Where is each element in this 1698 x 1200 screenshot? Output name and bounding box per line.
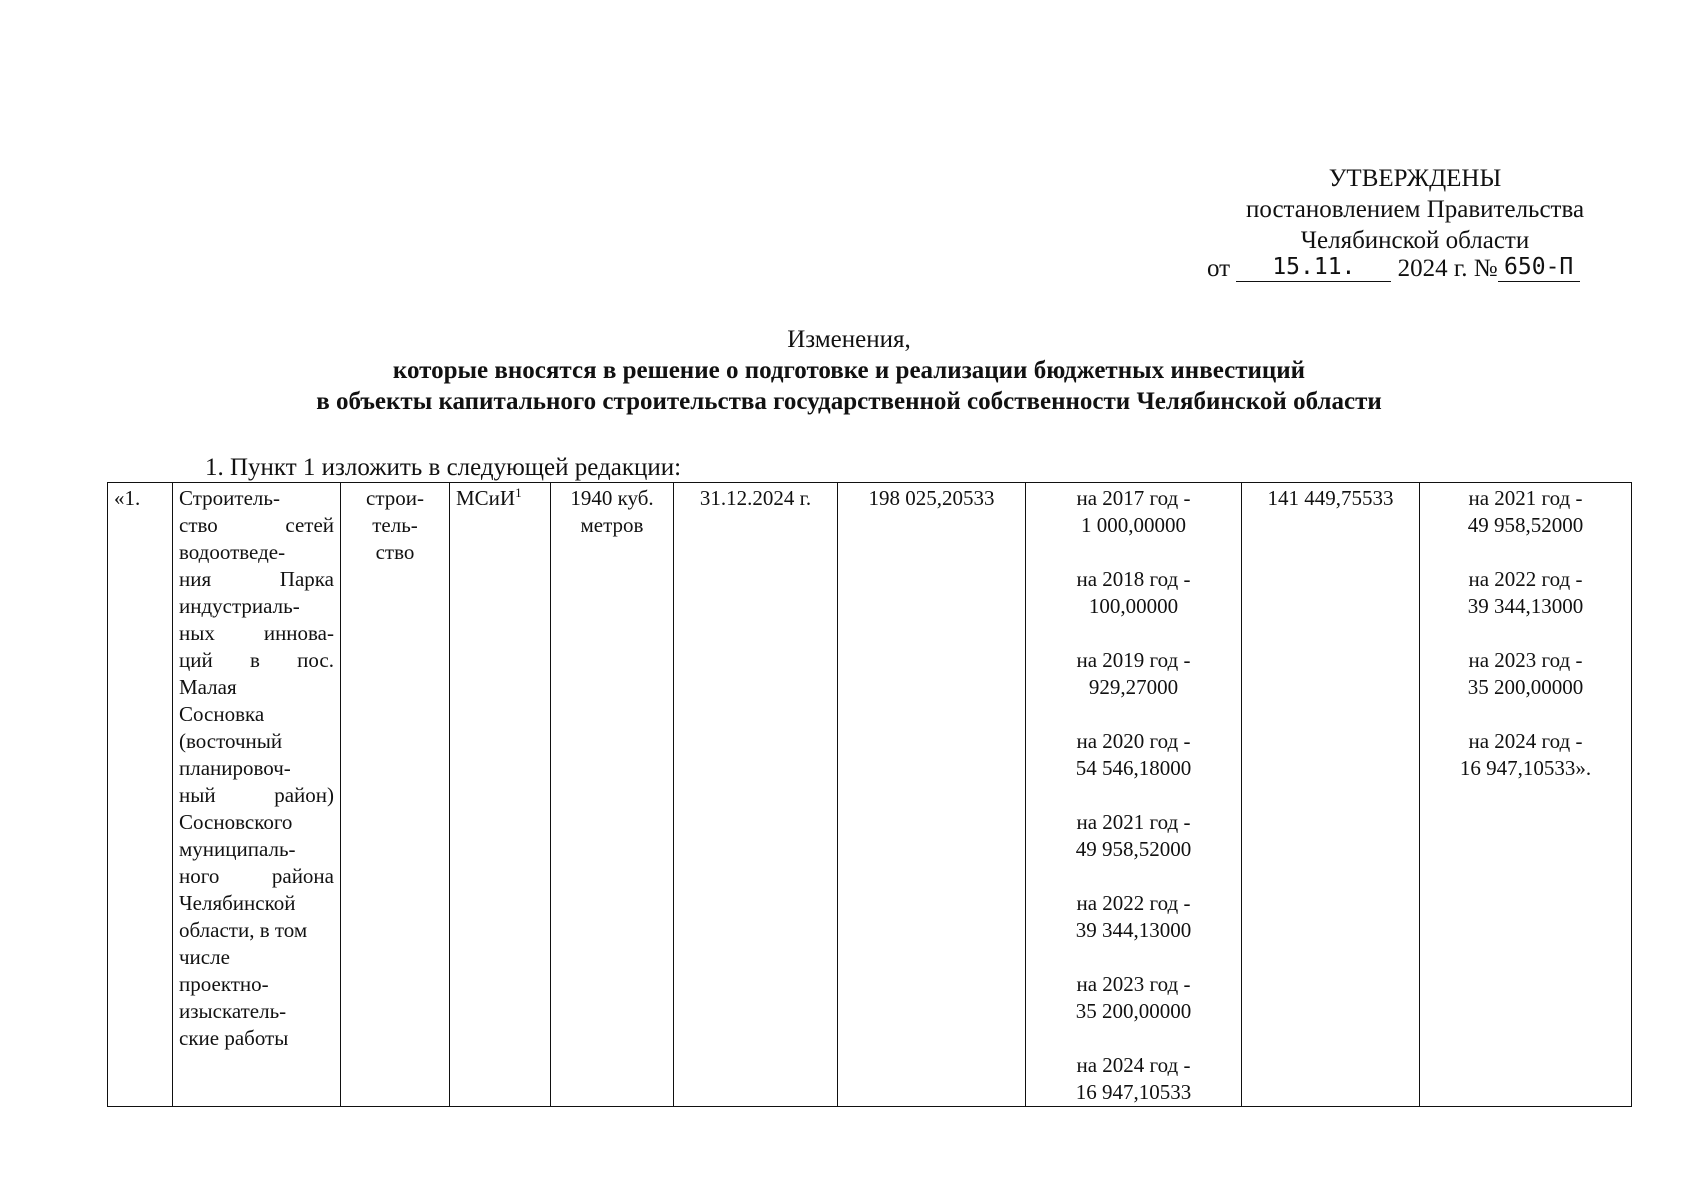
table-row — [108, 483, 1632, 1107]
cell-allocations-total — [1026, 483, 1242, 1107]
budget-allocation-year: на 2023 год - — [1468, 648, 1583, 672]
allocation-year: на 2021 год - — [1076, 810, 1191, 834]
allocation-year: на 2018 год - — [1076, 567, 1191, 591]
object-line: (восточный — [179, 729, 283, 753]
object-line: Строитель- — [179, 486, 280, 510]
allocation-amount: 929,27000 — [1088, 675, 1179, 699]
deadline-value: 31.12.2024 г. — [699, 486, 812, 510]
object-line: ных иннова- — [179, 621, 334, 645]
cell-number — [108, 483, 173, 1107]
cell-deadline — [674, 483, 838, 1107]
object-line: проектно- — [179, 972, 269, 996]
budget-allocation-amount: 49 958,52000 — [1467, 513, 1584, 537]
budget-allocation-amount: 16 947,10533». — [1459, 756, 1592, 780]
allocation-year: на 2017 год - — [1076, 486, 1191, 510]
date-blank — [1236, 254, 1391, 282]
work-type-line: строи- — [366, 486, 424, 510]
cell-customer — [450, 483, 551, 1107]
year-number-label: 2024 г. № — [1397, 255, 1498, 282]
allocation-year: на 2023 год - — [1076, 972, 1191, 996]
cell-allocations-budget — [1420, 483, 1632, 1107]
customer-abbr: МСиИ — [456, 486, 516, 510]
object-line: ство сетей — [179, 513, 334, 537]
allocation-year: на 2020 год - — [1076, 729, 1191, 753]
object-line: индустриаль- — [179, 594, 300, 618]
allocation-amount: 49 958,52000 — [1075, 837, 1192, 861]
document-heading — [0, 324, 1698, 417]
allocation-year: на 2024 год - — [1076, 1053, 1191, 1077]
heading-line-3: в объекты капитального строительства государственной собственности Челябинской области — [316, 388, 1382, 415]
budget-allocation-amount: 35 200,00000 — [1467, 675, 1584, 699]
budget-allocation-year: на 2024 год - — [1468, 729, 1583, 753]
customer-footnote: 1 — [515, 485, 522, 500]
approval-region: Челябинской области — [1300, 227, 1530, 254]
object-line: водоотведе- — [179, 540, 286, 564]
object-line: ций в пос. — [179, 648, 334, 672]
object-line: области, в том — [179, 918, 308, 942]
clause-text: 1. Пункт 1 изложить в следующей редакции: — [205, 454, 682, 481]
allocation-year: на 2019 год - — [1076, 648, 1191, 672]
cell-estimated-cost — [838, 483, 1026, 1107]
heading-line-1: Изменения, — [787, 326, 911, 353]
object-line: Челябинской — [179, 891, 296, 915]
object-line: числе — [179, 945, 230, 969]
work-type-line: ство — [375, 540, 415, 564]
investment-table — [107, 482, 1632, 1107]
number-blank — [1498, 254, 1580, 282]
allocation-year: на 2022 год - — [1076, 891, 1191, 915]
object-line: планировоч- — [179, 756, 291, 780]
budget-allocation-year: на 2021 год - — [1468, 486, 1583, 510]
object-line: ния Парка — [179, 567, 334, 591]
object-line: ный район) — [179, 783, 334, 807]
heading-line-2: которые вносятся в решение о подготовке и реализации бюджетных инвестиций — [392, 357, 1306, 384]
capacity-line: метров — [580, 513, 644, 537]
allocation-amount: 16 947,10533 — [1075, 1080, 1192, 1104]
number-value: 650-П — [1504, 254, 1574, 280]
budget-total-value: 141 449,75533 — [1267, 486, 1394, 510]
allocation-amount: 1 000,00000 — [1081, 513, 1186, 537]
budget-allocation-year: на 2022 год - — [1468, 567, 1583, 591]
budget-allocation-amount: 39 344,13000 — [1467, 594, 1584, 618]
cell-capacity — [551, 483, 674, 1107]
object-line: Сосновского — [179, 810, 293, 834]
allocation-amount: 54 546,18000 — [1075, 756, 1192, 780]
work-type-line: тель- — [372, 513, 418, 537]
object-line: Малая — [179, 675, 237, 699]
date-prefix: от — [1207, 255, 1231, 282]
object-line: муниципаль- — [179, 837, 296, 861]
object-line: Сосновка — [179, 702, 265, 726]
capacity-line: 1940 куб. — [570, 486, 654, 510]
cell-work-type — [341, 483, 450, 1107]
cell-object-name — [173, 483, 341, 1107]
object-line: изыскатель- — [179, 999, 287, 1023]
approval-issuer: постановлением Правительства — [1245, 196, 1585, 223]
approval-title: УТВЕРЖДЕНЫ — [1328, 165, 1502, 192]
cell-budget-total — [1242, 483, 1420, 1107]
allocation-amount: 39 344,13000 — [1075, 918, 1192, 942]
approval-stamp — [1200, 163, 1630, 256]
allocation-amount: 35 200,00000 — [1075, 999, 1192, 1023]
estimated-cost-value: 198 025,20533 — [868, 486, 995, 510]
object-line: ские работы — [179, 1026, 289, 1050]
row-number: «1. — [114, 486, 141, 510]
allocation-amount: 100,00000 — [1088, 594, 1179, 618]
object-line: ного района — [179, 864, 334, 888]
date-value: 15.11. — [1272, 254, 1356, 280]
approval-date-line — [1207, 255, 1580, 283]
